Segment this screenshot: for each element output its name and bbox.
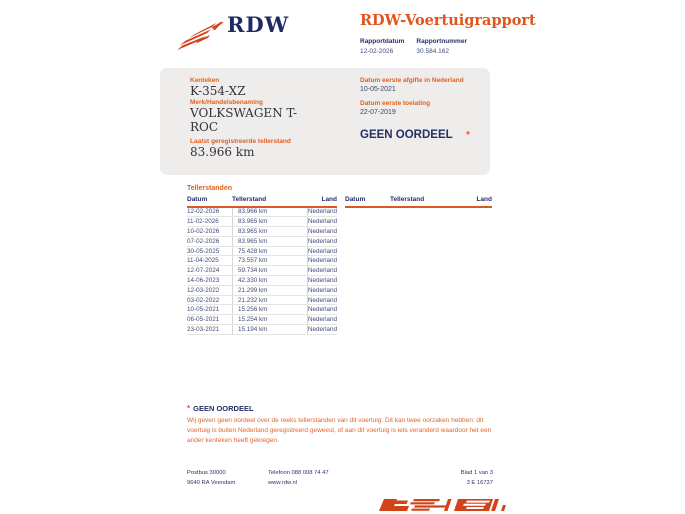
footer-address-line2: 9640 RA Veendam (187, 480, 236, 486)
cell-tellerstand: 15.256 km (232, 305, 308, 314)
cell-land: Nederland (307, 296, 337, 304)
report-number-field (416, 38, 467, 55)
table-header-row (345, 196, 492, 208)
footer-pagination (461, 468, 493, 488)
merk-value: VOLKSWAGEN T-ROC (190, 106, 298, 134)
cell-datum: 12-02-2026 (187, 208, 220, 216)
table-row (187, 237, 337, 247)
tellerstanden-tables (187, 196, 492, 335)
cell-datum: 10-02-2026 (187, 227, 220, 235)
table-row (187, 315, 337, 325)
cell-land: Nederland (307, 218, 337, 226)
toelating-value: 22-07-2019 (360, 109, 396, 116)
footer-phone: Telefoon 088 008 74 47 (268, 470, 329, 476)
oordeel-footnote-mark: * (466, 129, 470, 141)
merk-label: Merk/Handelsbenaming (190, 99, 263, 106)
table-row (187, 227, 337, 237)
oordeel-status: GEEN OORDEEL (360, 129, 453, 141)
table-row (187, 208, 337, 218)
tellerstanden-table-right (345, 196, 492, 335)
cell-tellerstand: 21.299 km (232, 286, 308, 295)
cell-datum: 07-02-2026 (187, 237, 220, 245)
table-row (187, 266, 337, 276)
footer-form-code: 3 E 16737 (466, 480, 493, 486)
footer-address-line1: Postbus 30000 (187, 470, 226, 476)
cell-datum: 30-05-2025 (187, 247, 220, 255)
cell-land: Nederland (307, 325, 337, 333)
cell-datum: 14-06-2023 (187, 276, 220, 284)
rdw-stripes-decoration-icon (378, 495, 528, 514)
table-body (187, 208, 337, 335)
cell-land: Nederland (307, 286, 337, 294)
cell-tellerstand: 83.965 km (232, 227, 308, 236)
tellerstand-label: Laatst geregistreerde tellerstand (190, 138, 291, 145)
footer-page-number: Blad 1 van 3 (460, 470, 493, 476)
table-row (187, 247, 337, 257)
afgifte-value: 10-05-2021 (360, 86, 396, 93)
tellerstand-value: 83.966 km (190, 145, 255, 159)
table-row (187, 286, 337, 296)
oordeel-footnote (187, 404, 493, 446)
column-header-datum: Datum (345, 196, 366, 203)
table-row (187, 325, 337, 335)
report-date-value: 12-02-2026 (360, 47, 394, 55)
afgifte-label: Datum eerste afgifte in Nederland (360, 77, 464, 84)
report-number-value: 30.584.162 (416, 47, 449, 55)
page-title: RDW-Voertuigrapport (360, 12, 536, 29)
kenteken-value: K-354-XZ (190, 84, 246, 98)
footnote-heading (187, 404, 493, 413)
toelating-label: Datum eerste toelating (360, 100, 431, 107)
table-row (187, 305, 337, 315)
table-header-row (187, 196, 337, 208)
column-header-tellerstand: Tellerstand (390, 196, 425, 203)
cell-datum: 12-07-2024 (187, 267, 220, 275)
cell-land: Nederland (307, 276, 337, 284)
cell-datum: 06-05-2021 (187, 316, 220, 324)
vehicle-summary-panel (160, 68, 490, 175)
cell-datum: 10-05-2021 (187, 306, 220, 314)
cell-land: Nederland (307, 208, 337, 216)
cell-tellerstand: 73.557 km (232, 256, 308, 265)
cell-tellerstand: 83.965 km (232, 217, 308, 226)
table-row (187, 217, 337, 227)
cell-land: Nederland (307, 267, 337, 275)
tellerstanden-section-title: Tellerstanden (187, 185, 232, 192)
vehicle-id-column (190, 77, 325, 159)
column-header-land: Land (321, 196, 337, 203)
report-meta (360, 38, 467, 55)
cell-datum: 11-02-2026 (187, 218, 219, 226)
cell-land: Nederland (307, 257, 337, 265)
cell-tellerstand: 21.232 km (232, 296, 308, 305)
column-header-land: Land (476, 196, 492, 203)
report-date-field (360, 38, 404, 55)
footnote-title: GEEN OORDEEL (193, 404, 254, 413)
table-row (187, 256, 337, 266)
cell-land: Nederland (307, 247, 337, 255)
cell-land: Nederland (307, 306, 337, 314)
cell-datum: 11-04-2025 (187, 257, 219, 265)
report-date-label: Rapportdatum (360, 38, 405, 45)
vehicle-dates-column (360, 77, 470, 141)
oordeel-row (360, 129, 470, 141)
cell-datum: 23-03-2021 (187, 325, 220, 333)
cell-tellerstand: 75.428 km (232, 247, 308, 256)
rdw-logo-text: RDW (227, 12, 290, 37)
footer-contact (268, 468, 461, 488)
tellerstanden-table-left (187, 196, 337, 335)
cell-tellerstand: 83.966 km (232, 208, 308, 217)
column-header-datum: Datum (187, 196, 208, 203)
cell-tellerstand: 42.330 km (232, 276, 308, 285)
cell-land: Nederland (307, 316, 337, 324)
cell-tellerstand: 15.194 km (232, 325, 308, 334)
cell-tellerstand: 15.254 km (232, 315, 308, 324)
footnote-mark: * (187, 404, 191, 413)
cell-datum: 03-02-2022 (187, 296, 220, 304)
cell-tellerstand: 59.734 km (232, 266, 308, 275)
cell-tellerstand: 83.965 km (232, 237, 308, 246)
kenteken-label: Kenteken (190, 77, 220, 84)
cell-land: Nederland (307, 227, 337, 235)
footnote-text: Wij geven geen oordeel over de reeks tellerstanden van dit voertuig. Dit kan twee oorzaken hebben: dit voertuig is buiten Nederland geregistreerd geweest, of aan dit voertuig is iets veranderd waardoor het een ander kenteken heeft gekregen. (187, 417, 492, 445)
report-number-label: Rapportnummer (416, 38, 467, 45)
footer-address (187, 468, 268, 488)
cell-land: Nederland (307, 237, 337, 245)
footer-website-link[interactable]: www.rdw.nl (268, 480, 297, 486)
table-row (187, 276, 337, 286)
table-row (187, 296, 337, 306)
column-header-tellerstand: Tellerstand (232, 196, 267, 203)
page-footer (187, 468, 493, 488)
rdw-bird-logo-icon (177, 20, 224, 52)
cell-datum: 12-03-2022 (187, 286, 220, 294)
